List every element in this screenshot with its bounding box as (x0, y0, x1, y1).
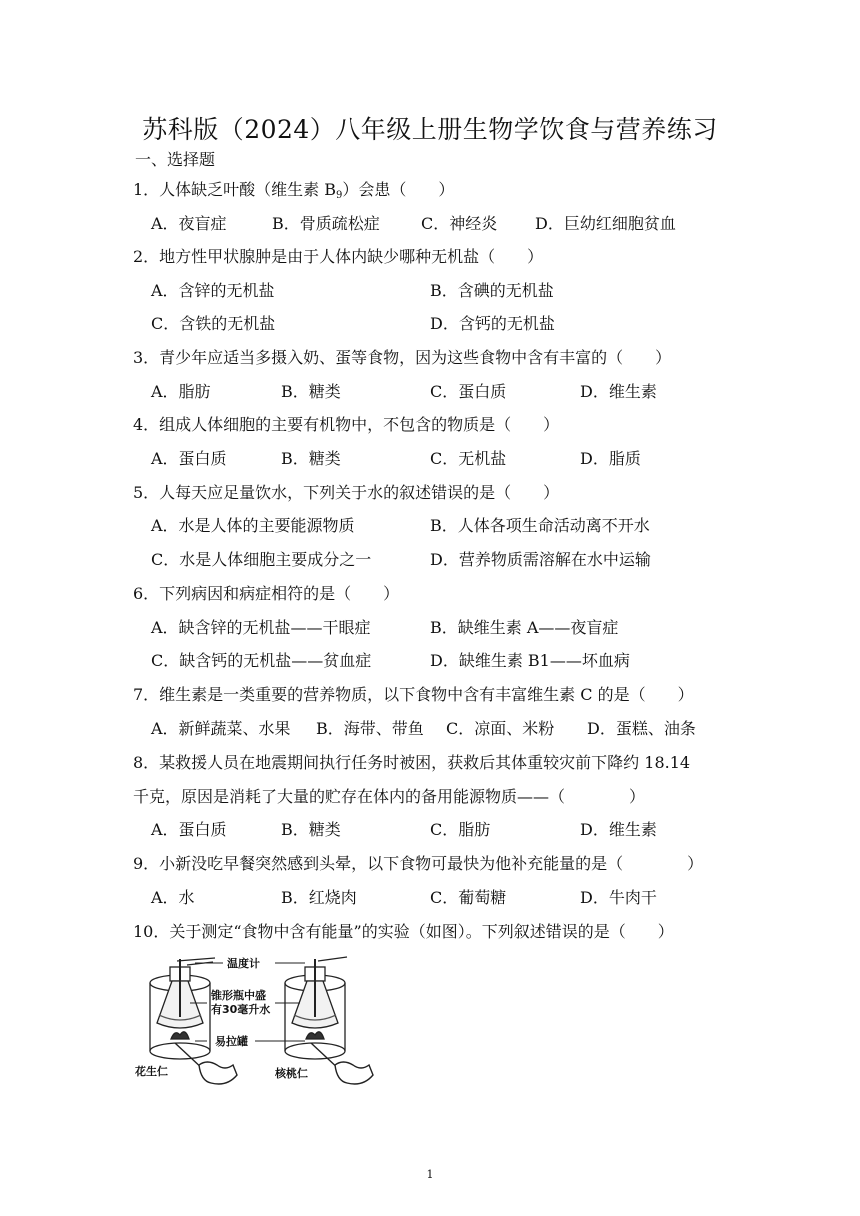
question-6-option-a: A．缺含锌的无机盐——干眼症 (151, 618, 371, 637)
question-7-option-c: C．凉面、米粉 (446, 719, 555, 738)
question-1-option-b: B．骨质疏松症 (272, 214, 380, 233)
question-5-option-a: A．水是人体的主要能源物质 (151, 516, 355, 535)
question-5-option-b: B．人体各项生命活动离不开水 (430, 516, 650, 535)
question-7-option-d: D．蛋糕、油条 (587, 719, 696, 738)
question-2-stem: 2．地方性甲状腺肿是由于人体内缺少哪种无机盐（ ） (133, 247, 544, 266)
question-2-option-d: D．含钙的无机盐 (430, 314, 555, 333)
question-3-option-c: C．蛋白质 (430, 382, 507, 401)
experiment-figure (135, 955, 395, 1085)
question-1-option-a: A．夜盲症 (151, 214, 227, 233)
question-5-option-c: C．水是人体细胞主要成分之一 (151, 550, 372, 569)
label-flask: 锥形瓶中盛 (211, 989, 266, 1002)
question-1-option-d: D．巨幼红细胞贫血 (535, 214, 676, 233)
question-8-option-c: C．脂肪 (430, 820, 491, 839)
label-peanut: 花生仁 (135, 1065, 168, 1078)
question-9-option-d: D．牛肉干 (580, 888, 657, 907)
hand-right-icon (311, 1043, 373, 1084)
hand-left-icon (175, 1043, 237, 1084)
question-6-stem: 6．下列病因和病症相符的是（ ） (133, 584, 400, 603)
question-3-stem: 3．青少年应适当多摄入奶、蛋等食物，因为这些食物中含有丰富的（ ） (133, 348, 672, 367)
question-8-option-b: B．糖类 (281, 820, 341, 839)
question-8-option-d: D．维生素 (580, 820, 657, 839)
label-walnut: 核桃仁 (275, 1067, 308, 1080)
question-5-stem: 5．人每天应足量饮水，下列关于水的叙述错误的是（ ） (133, 483, 560, 502)
question-4-option-b: B．糖类 (281, 449, 341, 468)
question-7-option-b: B．海带、带鱼 (316, 719, 424, 738)
question-6-option-b: B．缺维生素 A——夜盲症 (430, 618, 619, 637)
label-can: 易拉罐 (215, 1035, 248, 1048)
question-1-stem (133, 180, 454, 206)
question-1-text-b: ）会患（ ） (342, 180, 455, 199)
apparatus-left (150, 958, 215, 1059)
question-1-subscript: 9 (336, 190, 343, 201)
question-10-stem: 10．关于测定“食物中含有能量”的实验（如图）。下列叙述错误的是（ ） (133, 922, 674, 941)
question-5-option-d: D．营养物质需溶解在水中运输 (430, 550, 651, 569)
question-4-stem: 4．组成人体细胞的主要有机物中，不包含的物质是（ ） (133, 415, 560, 434)
label-leaders (190, 963, 305, 1041)
question-4-option-c: C．无机盐 (430, 449, 507, 468)
question-8-option-a: A．蛋白质 (151, 820, 227, 839)
question-1-option-c: C．神经炎 (421, 214, 498, 233)
page-number: 1 (426, 1168, 434, 1181)
apparatus-right (285, 957, 347, 1059)
label-thermometer: 温度计 (227, 957, 260, 970)
question-3-option-d: D．维生素 (580, 382, 657, 401)
label-flask-2: 有30毫升水 (211, 1003, 271, 1016)
question-2-option-c: C．含铁的无机盐 (151, 314, 276, 333)
question-2-option-b: B．含碘的无机盐 (430, 281, 554, 300)
page-title: 苏科版（2024）八年级上册生物学饮食与营养练习 (142, 115, 718, 144)
question-7-stem: 7．维生素是一类重要的营养物质，以下食物中含有丰富维生素 C 的是（ ） (133, 685, 694, 704)
question-9-option-b: B．红烧肉 (281, 888, 357, 907)
question-4-option-d: D．脂质 (580, 449, 641, 468)
question-1-text-a: 1．人体缺乏叶酸（维生素 B (133, 180, 337, 199)
question-6-option-d: D．缺维生素 B1——坏血病 (430, 651, 630, 670)
question-6-option-c: C．缺含钙的无机盐——贫血症 (151, 651, 372, 670)
question-4-option-a: A．蛋白质 (151, 449, 227, 468)
question-3-option-b: B．糖类 (281, 382, 341, 401)
question-8-stem-line-2: 千克，原因是消耗了大量的贮存在体内的备用能源物质——（ ） (133, 787, 646, 806)
question-9-stem: 9．小新没吃早餐突然感到头晕，以下食物可最快为他补充能量的是（ ） (133, 854, 704, 873)
question-9-option-c: C．葡萄糖 (430, 888, 507, 907)
question-7-option-a: A．新鲜蔬菜、水果 (151, 719, 291, 738)
question-3-option-a: A．脂肪 (151, 382, 211, 401)
question-8-stem-line-1: 8．某救援人员在地震期间执行任务时被困，获救后其体重较灾前下降约 18.14 (133, 753, 691, 772)
question-9-option-a: A．水 (151, 888, 195, 907)
question-2-option-a: A．含锌的无机盐 (151, 281, 275, 300)
section-heading: 一、选择题 (135, 150, 216, 169)
